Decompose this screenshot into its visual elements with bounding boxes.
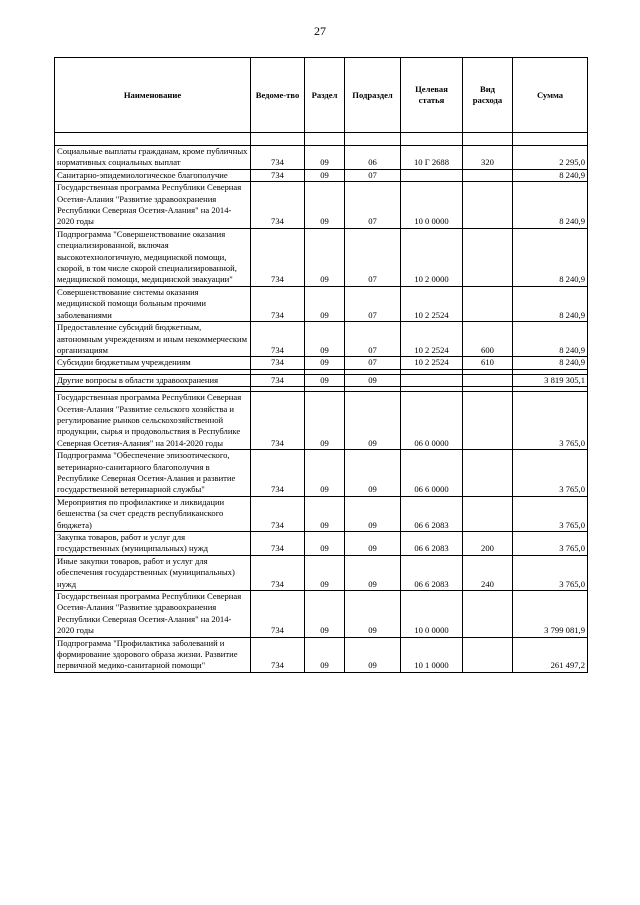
table-row	[55, 228, 588, 286]
cell-vid: 200	[463, 532, 513, 556]
cell-statya: 10 2 2524	[401, 286, 463, 321]
cell-vid: 320	[463, 146, 513, 170]
cell-name: Мероприятия по профилактике и ликвидации бешенства (за счет средств республиканского бюджета)	[55, 496, 251, 531]
cell-name: Совершенствование системы оказания медицинской помощи больным прочими заболеваниями	[55, 286, 251, 321]
table-row	[55, 286, 588, 321]
spacer-cell	[345, 133, 401, 146]
cell-razdel: 09	[305, 146, 345, 170]
cell-name: Субсидии бюджетным учреждениям	[55, 357, 251, 369]
cell-podrazdel: 07	[345, 169, 401, 181]
cell-name: Предоставление субсидий бюджетным, автономным учреждениям и иным некоммерческим организациям	[55, 322, 251, 357]
cell-vid: 240	[463, 555, 513, 590]
header-podrazdel: Подраздел	[345, 58, 401, 133]
cell-razdel: 09	[305, 286, 345, 321]
cell-vedomstvo: 734	[251, 496, 305, 531]
cell-vedomstvo: 734	[251, 374, 305, 386]
cell-summa: 3 765,0	[513, 392, 588, 450]
cell-razdel: 09	[305, 322, 345, 357]
cell-summa: 8 240,9	[513, 169, 588, 181]
cell-statya: 06 6 2083	[401, 555, 463, 590]
cell-podrazdel: 06	[345, 146, 401, 170]
cell-statya: 10 0 0000	[401, 591, 463, 638]
cell-statya: 10 2 2524	[401, 322, 463, 357]
cell-name: Иные закупки товаров, работ и услуг для обеспечения государственных (муниципальных) нужд	[55, 555, 251, 590]
cell-razdel: 09	[305, 591, 345, 638]
cell-summa: 3 765,0	[513, 555, 588, 590]
cell-razdel: 09	[305, 392, 345, 450]
cell-vid	[463, 450, 513, 497]
cell-vid	[463, 637, 513, 672]
cell-podrazdel: 09	[345, 450, 401, 497]
cell-summa: 3 765,0	[513, 450, 588, 497]
header-name: Наименование	[55, 58, 251, 133]
spacer-cell	[513, 133, 588, 146]
table-row	[55, 146, 588, 170]
cell-name: Подпрограмма "Совершенствование оказания специализированной, включая высокотехнологичную, медицинской помощи, скорой, в том числе скорой специализированной, медицинской помощи, медицинской эвакуации"	[55, 228, 251, 286]
table-row	[55, 532, 588, 556]
cell-vedomstvo: 734	[251, 286, 305, 321]
cell-podrazdel: 09	[345, 637, 401, 672]
cell-statya: 10 0 0000	[401, 182, 463, 229]
cell-vid	[463, 286, 513, 321]
cell-vedomstvo: 734	[251, 322, 305, 357]
spacer-cell	[251, 133, 305, 146]
cell-name: Подпрограмма "Обеспечение эпизоотического, ветеринарно-санитарного благополучия в Республике Северная Осетия-Алания и развитие государственной ветеринарной службы"	[55, 450, 251, 497]
cell-razdel: 09	[305, 182, 345, 229]
table-row	[55, 374, 588, 386]
cell-vid	[463, 392, 513, 450]
table-row	[55, 637, 588, 672]
cell-vedomstvo: 734	[251, 357, 305, 369]
cell-podrazdel: 07	[345, 286, 401, 321]
cell-razdel: 09	[305, 450, 345, 497]
spacer-cell	[55, 133, 251, 146]
spacer-cell	[305, 133, 345, 146]
cell-vedomstvo: 734	[251, 146, 305, 170]
cell-vedomstvo: 734	[251, 182, 305, 229]
cell-summa: 261 497,2	[513, 637, 588, 672]
cell-statya: 10 1 0000	[401, 637, 463, 672]
cell-vedomstvo: 734	[251, 591, 305, 638]
cell-statya	[401, 374, 463, 386]
cell-vid	[463, 169, 513, 181]
cell-statya: 06 6 2083	[401, 496, 463, 531]
cell-summa: 8 240,9	[513, 286, 588, 321]
table-row	[55, 392, 588, 450]
cell-statya	[401, 169, 463, 181]
cell-vid	[463, 228, 513, 286]
header-summa: Сумма	[513, 58, 588, 133]
cell-summa: 3 765,0	[513, 532, 588, 556]
cell-statya: 06 6 2083	[401, 532, 463, 556]
cell-vedomstvo: 734	[251, 555, 305, 590]
cell-razdel: 09	[305, 357, 345, 369]
cell-razdel: 09	[305, 374, 345, 386]
cell-podrazdel: 09	[345, 496, 401, 531]
cell-podrazdel: 07	[345, 182, 401, 229]
header-statya: Целевая статья	[401, 58, 463, 133]
cell-name: Другие вопросы в области здравоохранения	[55, 374, 251, 386]
cell-vid	[463, 591, 513, 638]
cell-name: Санитарно-эпидемиологическое благополучие	[55, 169, 251, 181]
table-row	[55, 450, 588, 497]
cell-razdel: 09	[305, 496, 345, 531]
page-number: 27	[314, 24, 326, 38]
cell-razdel: 09	[305, 637, 345, 672]
cell-name: Государственная программа Республики Северная Осетия-Алания "Развитие здравоохранения Республики Северная Осетия-Алания" на 2014-2020 годы	[55, 182, 251, 229]
cell-summa: 3 799 081,9	[513, 591, 588, 638]
cell-razdel: 09	[305, 169, 345, 181]
cell-vedomstvo: 734	[251, 169, 305, 181]
table-row	[55, 591, 588, 638]
cell-podrazdel: 07	[345, 322, 401, 357]
cell-podrazdel: 09	[345, 532, 401, 556]
cell-summa: 3 765,0	[513, 496, 588, 531]
cell-podrazdel: 07	[345, 357, 401, 369]
cell-statya: 10 2 0000	[401, 228, 463, 286]
cell-name: Государственная программа Республики Северная Осетия-Алания "Развитие здравоохранения Республики Северная Осетия-Алания" на 2014-2020 годы	[55, 591, 251, 638]
cell-statya: 06 6 0000	[401, 450, 463, 497]
cell-vedomstvo: 734	[251, 228, 305, 286]
cell-vedomstvo: 734	[251, 450, 305, 497]
table-row	[55, 169, 588, 181]
cell-vid	[463, 182, 513, 229]
cell-summa: 8 240,9	[513, 182, 588, 229]
cell-vid: 600	[463, 322, 513, 357]
spacer-cell	[401, 133, 463, 146]
cell-name: Подпрограмма "Профилактика заболеваний и формирование здорового образа жизни. Развитие первичной медико-санитарной помощи"	[55, 637, 251, 672]
cell-vid	[463, 374, 513, 386]
cell-statya: 06 0 0000	[401, 392, 463, 450]
cell-summa: 8 240,9	[513, 322, 588, 357]
cell-vid	[463, 496, 513, 531]
table-row	[55, 555, 588, 590]
header-razdel: Раздел	[305, 58, 345, 133]
budget-table	[54, 57, 588, 673]
spacer-cell	[463, 133, 513, 146]
cell-razdel: 09	[305, 228, 345, 286]
header-vid: Вид расхода	[463, 58, 513, 133]
cell-statya: 10 2 2524	[401, 357, 463, 369]
cell-name: Закупка товаров, работ и услуг для государственных (муниципальных) нужд	[55, 532, 251, 556]
table-header-row	[55, 58, 588, 133]
cell-summa: 3 819 305,1	[513, 374, 588, 386]
cell-vedomstvo: 734	[251, 532, 305, 556]
cell-summa: 2 295,0	[513, 146, 588, 170]
cell-name: Социальные выплаты гражданам, кроме публичных нормативных социальных выплат	[55, 146, 251, 170]
header-vedomstvo: Ведоме-тво	[251, 58, 305, 133]
cell-summa: 8 240,9	[513, 228, 588, 286]
cell-vid: 610	[463, 357, 513, 369]
cell-podrazdel: 09	[345, 392, 401, 450]
cell-razdel: 09	[305, 532, 345, 556]
table-row	[55, 496, 588, 531]
spacer-row	[55, 133, 588, 146]
cell-vedomstvo: 734	[251, 637, 305, 672]
cell-vedomstvo: 734	[251, 392, 305, 450]
table-row	[55, 357, 588, 369]
cell-summa: 8 240,9	[513, 357, 588, 369]
table-row	[55, 322, 588, 357]
table-row	[55, 182, 588, 229]
cell-name: Государственная программа Республики Северная Осетия-Алания "Развитие сельского хозяйства и регулирование рынков сельскохозяйственной продукции, сырья и продовольствия в Республике Северная Осетия-Алания" на 2014-2020 годы	[55, 392, 251, 450]
cell-podrazdel: 09	[345, 591, 401, 638]
table-body	[55, 133, 588, 673]
cell-statya: 10 Г 2688	[401, 146, 463, 170]
cell-podrazdel: 07	[345, 228, 401, 286]
cell-podrazdel: 09	[345, 555, 401, 590]
cell-razdel: 09	[305, 555, 345, 590]
cell-podrazdel: 09	[345, 374, 401, 386]
